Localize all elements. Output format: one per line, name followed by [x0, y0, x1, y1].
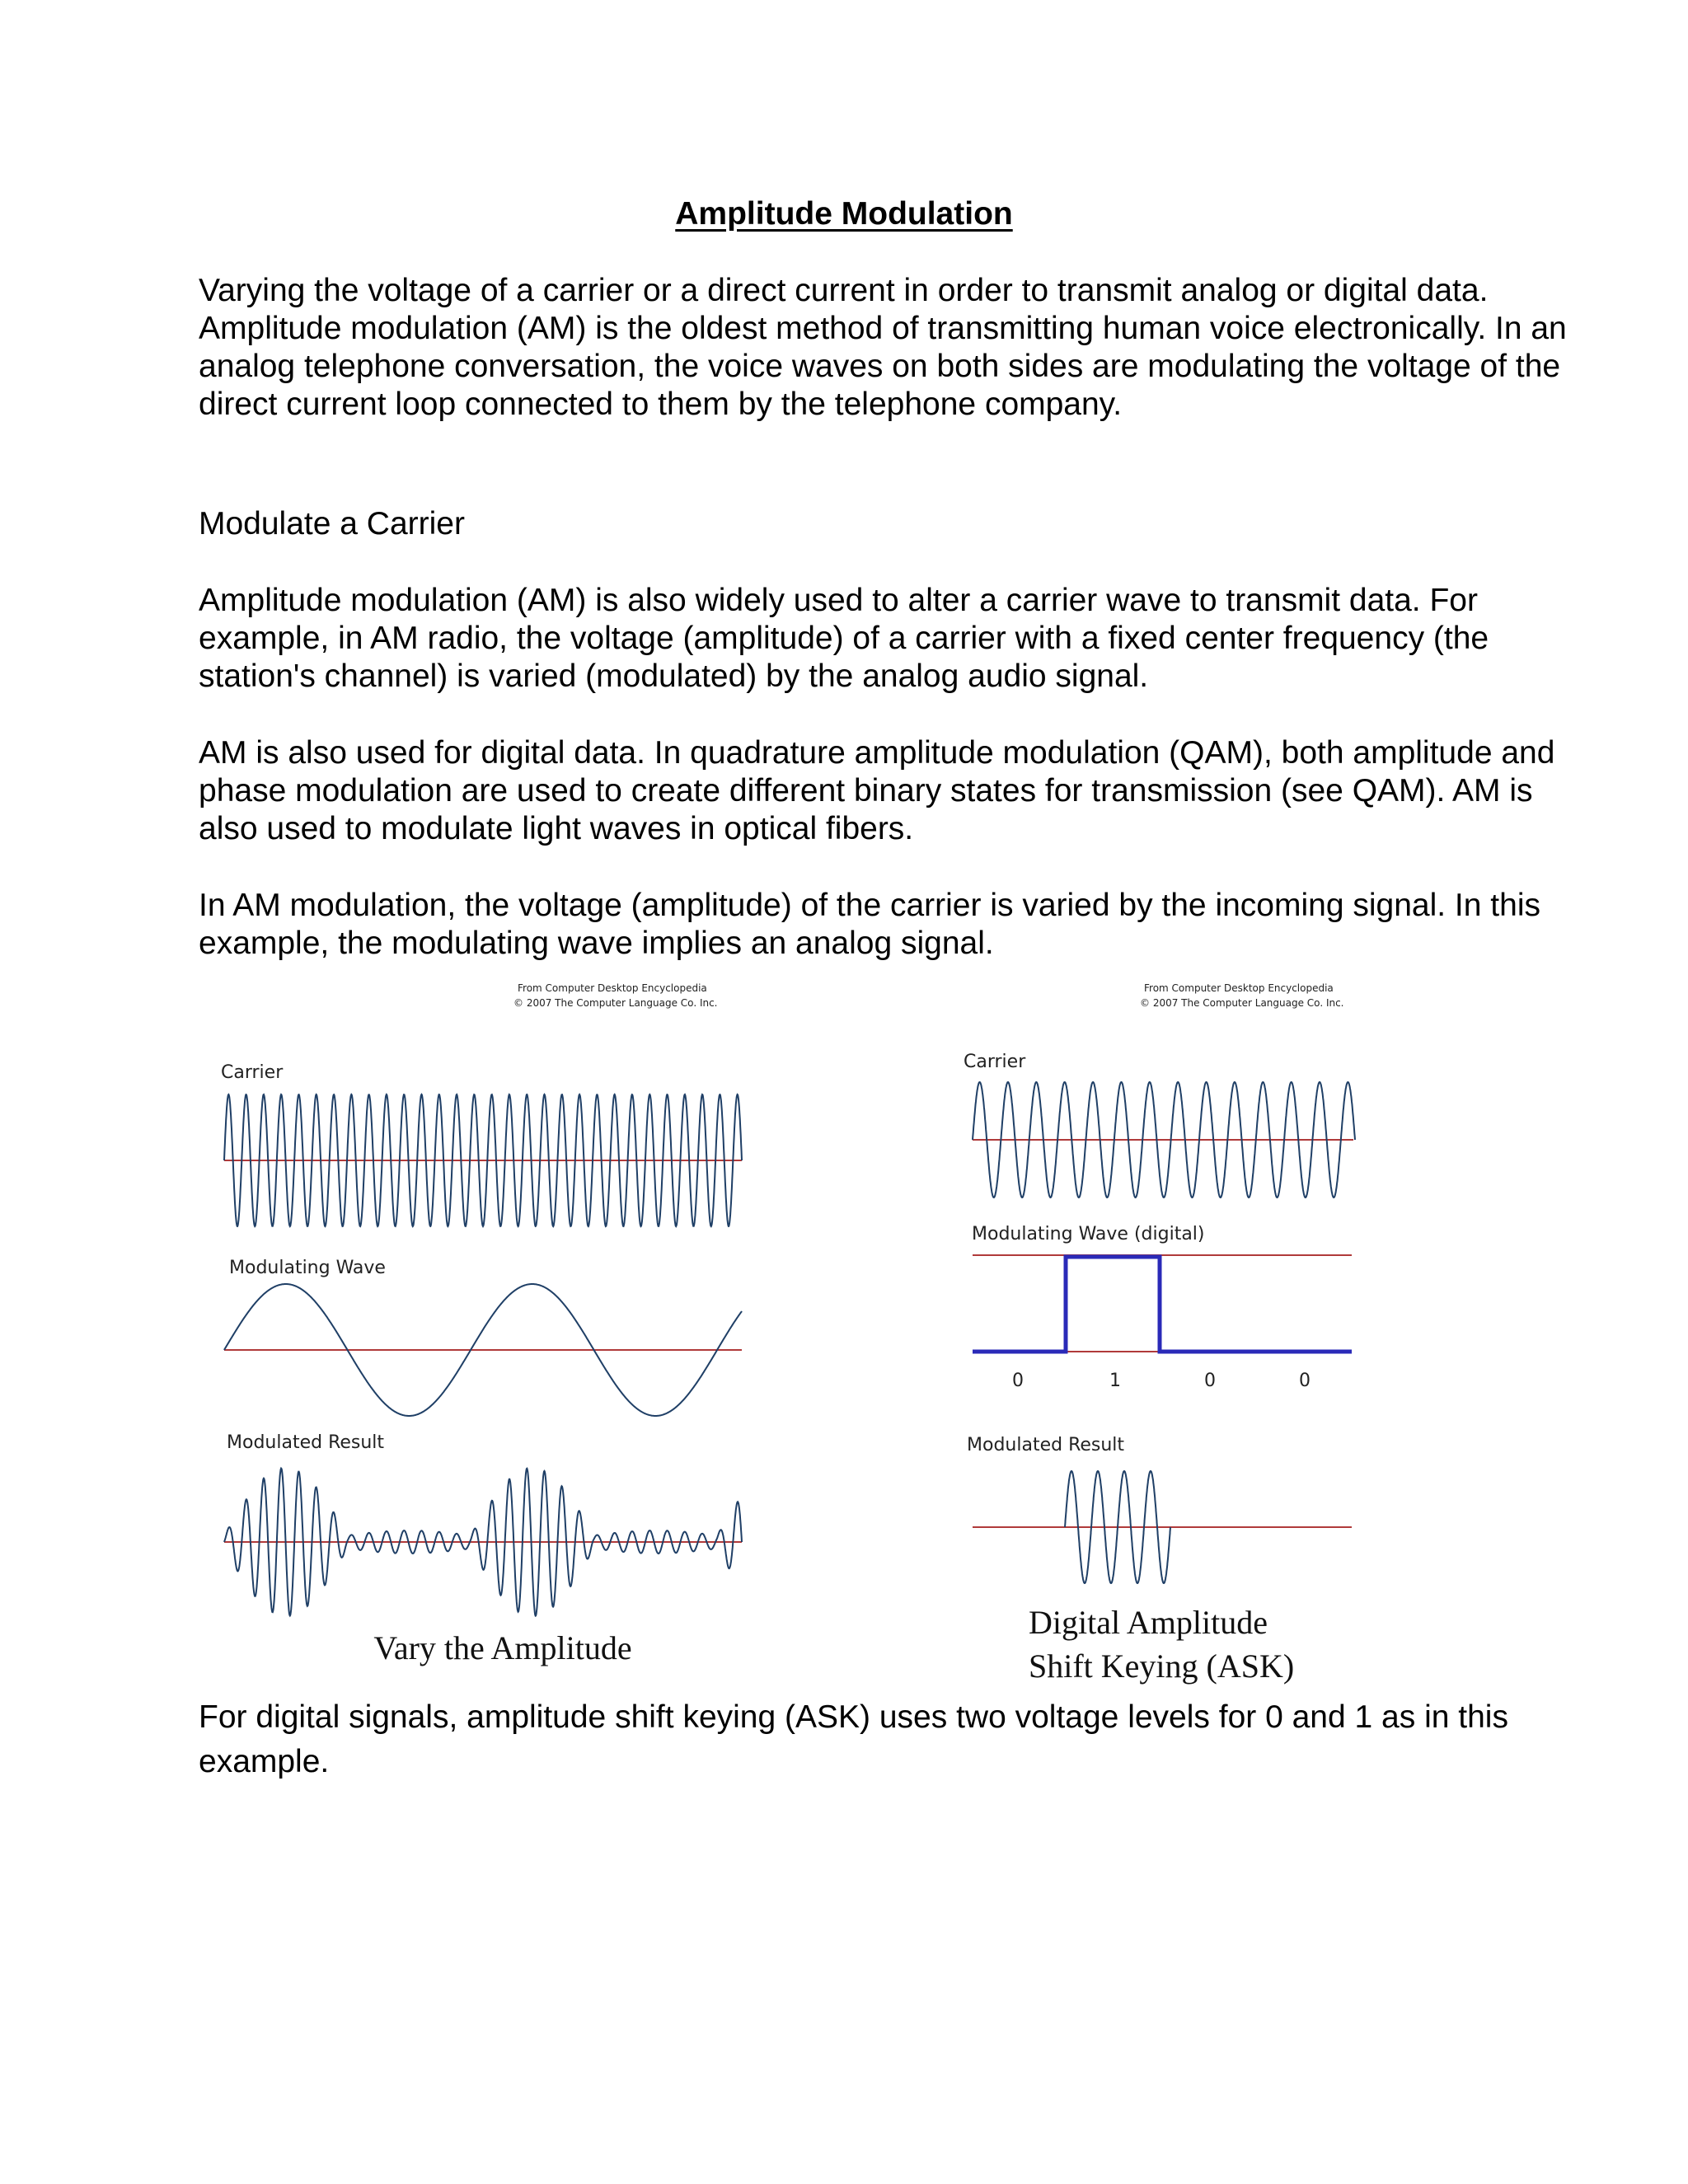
digital-square-wave — [973, 1257, 1352, 1352]
credit-line-1: From Computer Desktop Encyclopedia — [1144, 982, 1334, 994]
modulated-result-label: Modulated Result — [967, 1435, 1125, 1455]
carrier-label: Carrier — [964, 1052, 1026, 1072]
analog-am-figure — [206, 977, 799, 1677]
bit-label: 0 — [1204, 1371, 1216, 1391]
intro-paragraph: Varying the voltage of a carrier or a direct current in order to transmit analog or digital data. Amplitude modulation (AM) is the oldest method of transmitting human voice electronically. In an analog telephone conversation, the voice waves on both sides are modulating the voltage of the direct current loop connected to them by the telephone company. — [199, 273, 1567, 422]
digital-data-paragraph: AM is also used for digital data. In quadrature amplitude modulation (QAM), both amplitude and phase modulation are used to create different binary states for transmission (see QAM). AM is also used to modulate light waves in optical fibers. — [199, 735, 1555, 846]
modulating-wave-label: Modulating Wave (digital) — [972, 1224, 1205, 1244]
ask-paragraph: For digital signals, amplitude shift keying (ASK) uses two voltage levels for 0 and 1 as in this example. — [199, 1699, 1508, 1779]
modulated-result-label: Modulated Result — [227, 1432, 385, 1453]
bit-label: 0 — [1299, 1371, 1311, 1391]
page-title: Amplitude Modulation — [675, 196, 1013, 232]
section-subheading: Modulate a Carrier — [199, 506, 465, 541]
bit-label: 0 — [1012, 1371, 1024, 1391]
analog-figure-caption: Vary the Amplitude — [373, 1629, 632, 1666]
digital-caption-line-2: Shift Keying (ASK) — [1029, 1647, 1295, 1685]
carrier-label: Carrier — [221, 1062, 284, 1083]
digital-caption-line-1: Digital Amplitude — [1029, 1604, 1268, 1641]
credit-line-2: © 2007 The Computer Language Co. Inc. — [513, 997, 718, 1009]
modulating-wave-label: Modulating Wave — [229, 1258, 386, 1278]
credit-line-1: From Computer Desktop Encyclopedia — [518, 982, 707, 994]
example-paragraph: In AM modulation, the voltage (amplitude) of the carrier is varied by the incoming signal. In this example, the modulating wave implies an analog signal. — [199, 888, 1540, 961]
digital-ask-figure — [948, 977, 1409, 1694]
credit-line-2: © 2007 The Computer Language Co. Inc. — [1140, 997, 1344, 1009]
bit-label: 1 — [1109, 1371, 1121, 1391]
carrier-paragraph: Amplitude modulation (AM) is also widely used to alter a carrier wave to transmit data. For example, in AM radio, the voltage (amplitude) of a carrier with a fixed center frequency (the station's channel) is varied (modulated) by the analog audio signal. — [199, 583, 1489, 694]
